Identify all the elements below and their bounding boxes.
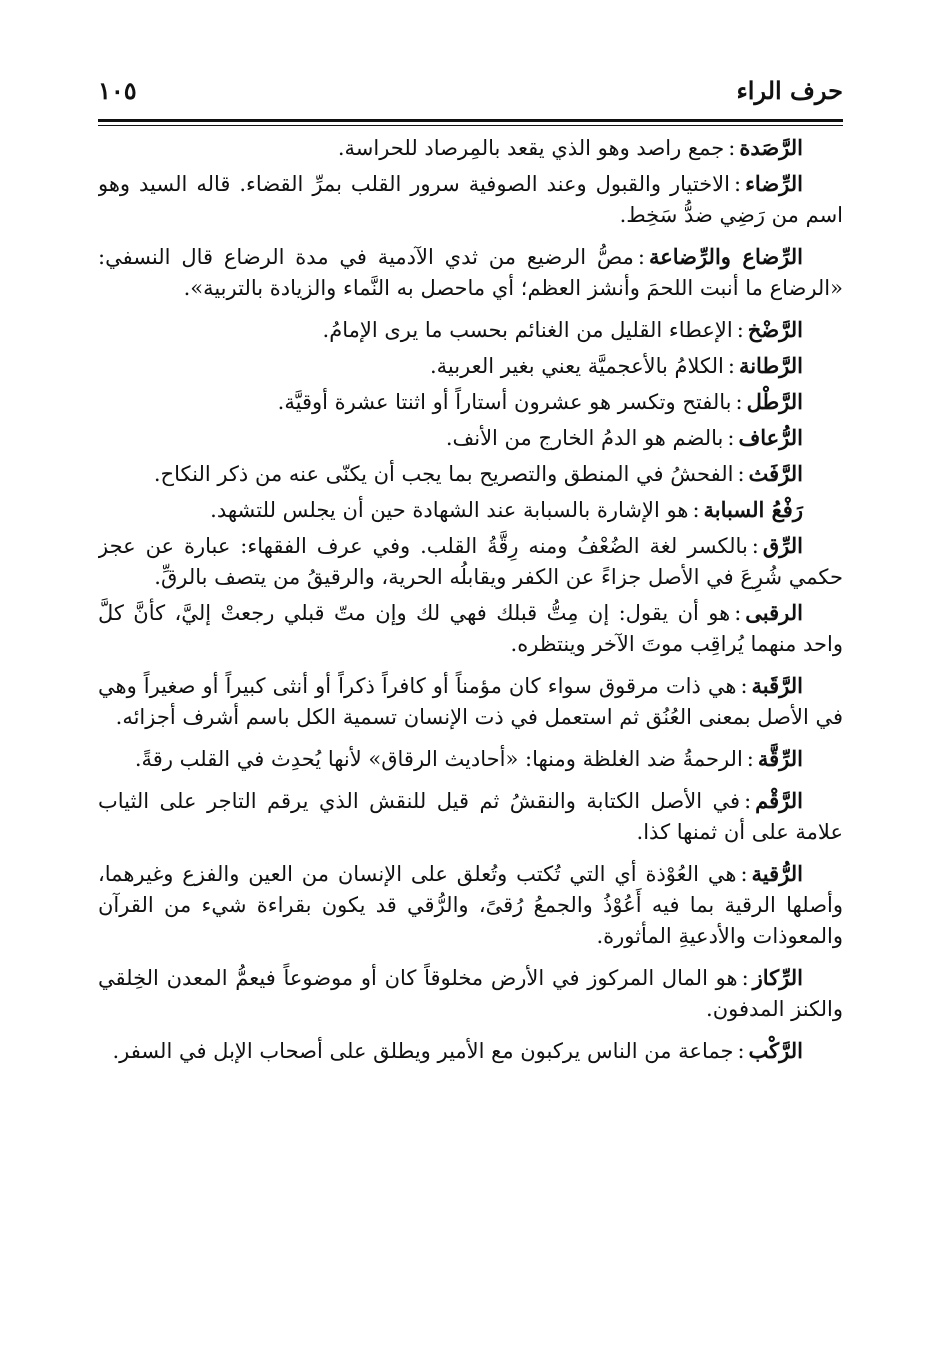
entry-definition: هو أن يقول: إن مِتُّ قبلك فهي لك وإن متّ قبلي رجعتْ إليَّ، كأنَّ كلَّ واحد منهما يُراقِب موتَ الآخر وينتظره. xyxy=(98,601,843,656)
entry-term: الرَّطانة xyxy=(738,353,803,378)
page-number: ١٠٥ xyxy=(98,76,137,105)
dictionary-entry xyxy=(98,670,843,733)
entry-separator: : xyxy=(740,674,748,698)
dictionary-entry xyxy=(98,962,843,1025)
entry-separator: : xyxy=(733,172,742,196)
entry-term: الرِّضاء xyxy=(745,171,803,196)
entry-separator: : xyxy=(736,318,744,342)
entry-term: الرَّقْم xyxy=(755,788,803,813)
entry-term: الرُّعاف xyxy=(738,425,803,450)
entry-definition: الرحمةُ ضد الغلظة ومنها: «أحاديث الرقاق» لأنها يُحدِث في القلب رقةً. xyxy=(134,747,743,771)
entry-term: الرِّقَّة xyxy=(757,746,803,771)
entry-term: رَفْعُ السبابة xyxy=(703,497,803,522)
entry-definition: الكلامُ بالأعجميَّة يعني بغير العربية. xyxy=(429,354,724,378)
dictionary-entry xyxy=(98,530,843,593)
entry-separator: : xyxy=(746,747,754,771)
dictionary-entry xyxy=(98,386,843,418)
entry-definition: جمع راصد وهو الذي يقعد بالمِرصاد للحراسة. xyxy=(337,136,725,160)
dictionary-entry xyxy=(98,494,843,526)
header-rule-thick xyxy=(98,119,843,122)
entry-term: الرقبى xyxy=(745,600,803,625)
dictionary-entry xyxy=(98,422,843,454)
entry-definition: هو الإشارة بالسبابة عند الشهادة حين أن يجلس للتشهد. xyxy=(210,498,689,522)
dictionary-entry xyxy=(98,314,843,346)
entry-definition: هي العُوْذة أي التي تُكتب وتُعلق على الإنسان من العين والفزع وغيرهما، وأصلها الرقية بما فيه أَعُوْذُ والجمعُ رُقىً، والرُّقي قد يكون بقراءة شيء من القرآن والمعوذات والأدعيةِ المأثورة. xyxy=(98,862,843,948)
entry-definition: الاختيار والقبول وعند الصوفية سرور القلب بمرِّ القضاء. قاله السيد وهو اسم من رَضِي ضدُّ سَخِط. xyxy=(98,172,843,227)
dictionary-entry xyxy=(98,858,843,952)
dictionary-body xyxy=(98,132,843,1352)
entry-separator: : xyxy=(737,1039,745,1063)
chapter-title: حرف الراء xyxy=(736,76,843,105)
entry-separator: : xyxy=(751,534,759,558)
entry-term: الرَّطْل xyxy=(746,389,803,414)
entry-separator: : xyxy=(692,498,700,522)
entry-term: الرَّقَبة xyxy=(751,673,803,698)
entry-term: الرُّقية xyxy=(751,861,803,886)
entry-definition: في الأصل الكتابة والنقشُ ثم قيل للنقش الذي يرقم التاجر على الثياب علامة على أن ثمنها كذا. xyxy=(98,789,843,844)
dictionary-entry xyxy=(98,1035,843,1067)
entry-separator: : xyxy=(735,390,743,414)
entry-definition: بالفتح وتكسر هو عشرون أستاراً أو اثنتا عشرة أوقيَّة. xyxy=(277,390,732,414)
entry-term: الرِّضاع والرِّضاعة xyxy=(648,244,803,269)
entry-term: الرَّفَث xyxy=(748,461,803,486)
dictionary-entry xyxy=(98,458,843,490)
entry-separator: : xyxy=(737,462,745,486)
dictionary-entry xyxy=(98,168,843,231)
dictionary-entry xyxy=(98,785,843,848)
entry-definition: بالضم هو الدمُ الخارج من الأنف. xyxy=(445,426,724,450)
entry-separator: : xyxy=(727,426,735,450)
entry-definition: بالكسر لغة الضُعْفُ ومنه رِقَّةُ القلب. وفي عرف الفقهاء: عبارة عن عجز حكمي شُرِعَ في الأصل جزاءً عن الكفر ويقابلُه الحرية، والرقيقُ من يتصف بالرقِّ. xyxy=(98,534,843,589)
entry-separator: : xyxy=(744,789,752,813)
dictionary-entry xyxy=(98,241,843,304)
dictionary-entry xyxy=(98,597,843,660)
dictionary-entry xyxy=(98,350,843,382)
entry-separator: : xyxy=(734,601,742,625)
entry-separator: : xyxy=(740,862,748,886)
entry-term: الرِّق xyxy=(762,533,803,558)
entry-definition: هو المال المركوز في الأرض مخلوقاً كان أو موضوعاً فيعمُّ المعدن الخِلقي والكنز المدفون. xyxy=(98,966,843,1021)
entry-definition: مصُّ الرضيع من ثدي الآدمية في مدة الرضاع قال النسفي: «الرضاع ما أنبت اللحمَ وأنشز العظم؛ أي ماحصل به النَّماء والزيادة بالتربية». xyxy=(98,245,843,300)
entry-definition: هي ذات مرقوق سواء كان مؤمناً أو كافراً ذكراً أو أنثى كبيراً أو صغيراً وهي في الأصل بمعنى العُنُق ثم استعمل في ذت الإنسان تسمية الكل باسم أشرف أجزائه. xyxy=(98,674,843,729)
entry-term: الرَّصَدة xyxy=(739,135,803,160)
running-header xyxy=(98,72,843,112)
entry-separator: : xyxy=(727,354,735,378)
dictionary-entry xyxy=(98,132,843,164)
entry-separator: : xyxy=(728,136,736,160)
entry-term: الرَّكْب xyxy=(748,1038,803,1063)
entry-definition: الإعطاء القليل من الغنائم بحسب ما يرى الإمامُ. xyxy=(322,318,733,342)
header-rule-thin xyxy=(98,125,843,126)
entry-separator: : xyxy=(741,966,749,990)
entry-term: الرَّضْخ xyxy=(747,317,803,342)
entry-definition: الفحشُ في المنطق والتصريح بما يجب أن يكنّى عنه من ذكر النكاح. xyxy=(153,462,734,486)
entry-term: الرِّكاز xyxy=(752,965,803,990)
dictionary-entry xyxy=(98,743,843,775)
entry-separator: : xyxy=(637,245,645,269)
entry-definition: جماعة من الناس يركبون مع الأمير ويطلق على أصحاب الإبل في السفر. xyxy=(112,1039,734,1063)
